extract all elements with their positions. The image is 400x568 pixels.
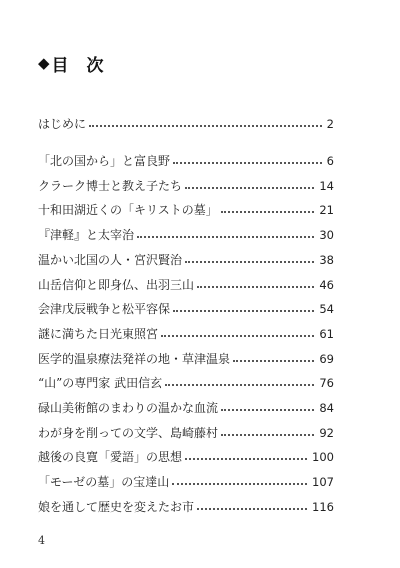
- toc-entry-page: 54: [319, 302, 334, 317]
- dot-leader: [185, 261, 314, 263]
- toc-entry: [38, 469, 334, 489]
- toc-entry-page: 61: [319, 326, 334, 341]
- toc-entry: [38, 197, 334, 217]
- toc-entry: [38, 444, 334, 464]
- toc-entry-title: 山岳信仰と即身仏、出羽三山: [38, 277, 195, 292]
- toc-entry-page: 84: [319, 401, 334, 415]
- toc-entry-title: 温かい北国の人・宮沢賢治: [38, 252, 183, 267]
- toc-entry: [38, 173, 334, 193]
- toc-entry-page: 46: [319, 277, 334, 292]
- toc-entry-page: 76: [319, 376, 334, 391]
- toc-entry-page: 6: [326, 154, 334, 168]
- page-number: 4: [38, 534, 45, 547]
- toc-entry-page: 92: [319, 425, 334, 440]
- dot-leader: [185, 458, 307, 460]
- toc-entry: [38, 346, 334, 366]
- toc-entry-page: 38: [319, 252, 334, 267]
- dot-leader: [221, 409, 314, 411]
- dot-leader: [165, 384, 314, 386]
- dot-leader: [185, 187, 314, 189]
- toc-entry-page: 100: [312, 450, 334, 465]
- toc-entry-page: 116: [312, 499, 334, 514]
- toc-heading: [38, 52, 109, 74]
- toc-entry-title: 碌山美術館のまわりの温かな血流: [38, 401, 219, 415]
- toc-entry-title: 医学的温泉療法発祥の地・草津温泉: [38, 351, 231, 366]
- toc-entry: [38, 420, 334, 440]
- dot-leader: [89, 125, 322, 127]
- toc-entry-title: 『津軽』と太宰治: [38, 228, 135, 243]
- toc-entry-page: 21: [319, 203, 334, 218]
- toc-entry: [38, 222, 334, 242]
- dot-leader: [161, 335, 314, 337]
- toc-entry: [38, 494, 334, 514]
- dot-leader: [221, 211, 315, 213]
- toc-heading-title: 目 次: [51, 55, 110, 76]
- toc-entry: [38, 111, 334, 131]
- dot-leader: [233, 360, 314, 362]
- toc-entry-page: 107: [312, 475, 334, 490]
- dot-leader: [197, 508, 307, 510]
- toc-entry: [38, 272, 334, 292]
- toc-entry-title: わが身を削っての文学、島崎藤村: [38, 425, 219, 440]
- toc-entry-title: はじめに: [38, 117, 87, 131]
- toc-entry: [38, 296, 334, 316]
- dot-leader: [173, 162, 322, 164]
- toc-entry: [38, 395, 334, 415]
- toc-entry-title: 越後の良寛「愛語」の思想: [38, 450, 183, 465]
- toc-entry: [38, 370, 334, 390]
- toc-entry-title: 娘を通して歴史を変えたお市: [38, 499, 195, 514]
- toc-entry: [38, 321, 334, 341]
- dot-leader: [173, 310, 314, 312]
- dot-leader: [221, 434, 314, 436]
- dot-leader: [197, 286, 314, 288]
- dot-leader: [172, 483, 307, 485]
- toc-entry-page: 69: [319, 351, 334, 366]
- toc-entry-title: “山”の専門家 武田信玄: [38, 376, 163, 391]
- diamond-icon: ◆: [38, 54, 50, 72]
- toc-entry: [38, 247, 334, 267]
- toc-entry-page: 30: [319, 228, 334, 243]
- toc-entry: [38, 148, 334, 168]
- toc-entry-page: 14: [319, 178, 334, 193]
- dot-leader: [137, 236, 314, 238]
- toc-entry-title: クラーク博士と教え子たち: [38, 178, 183, 193]
- toc-entry-title: 十和田湖近くの「キリストの墓」: [38, 203, 218, 218]
- toc-entry-page: 2: [326, 117, 334, 131]
- toc-entry-title: 「モーゼの墓」の宝達山: [38, 475, 170, 490]
- toc-entry-title: 謎に満ちた日光東照宮: [38, 326, 159, 341]
- toc-entry-title: 会津戊辰戦争と松平容保: [38, 302, 171, 317]
- toc-entry-title: 「北の国から」と富良野: [38, 154, 171, 168]
